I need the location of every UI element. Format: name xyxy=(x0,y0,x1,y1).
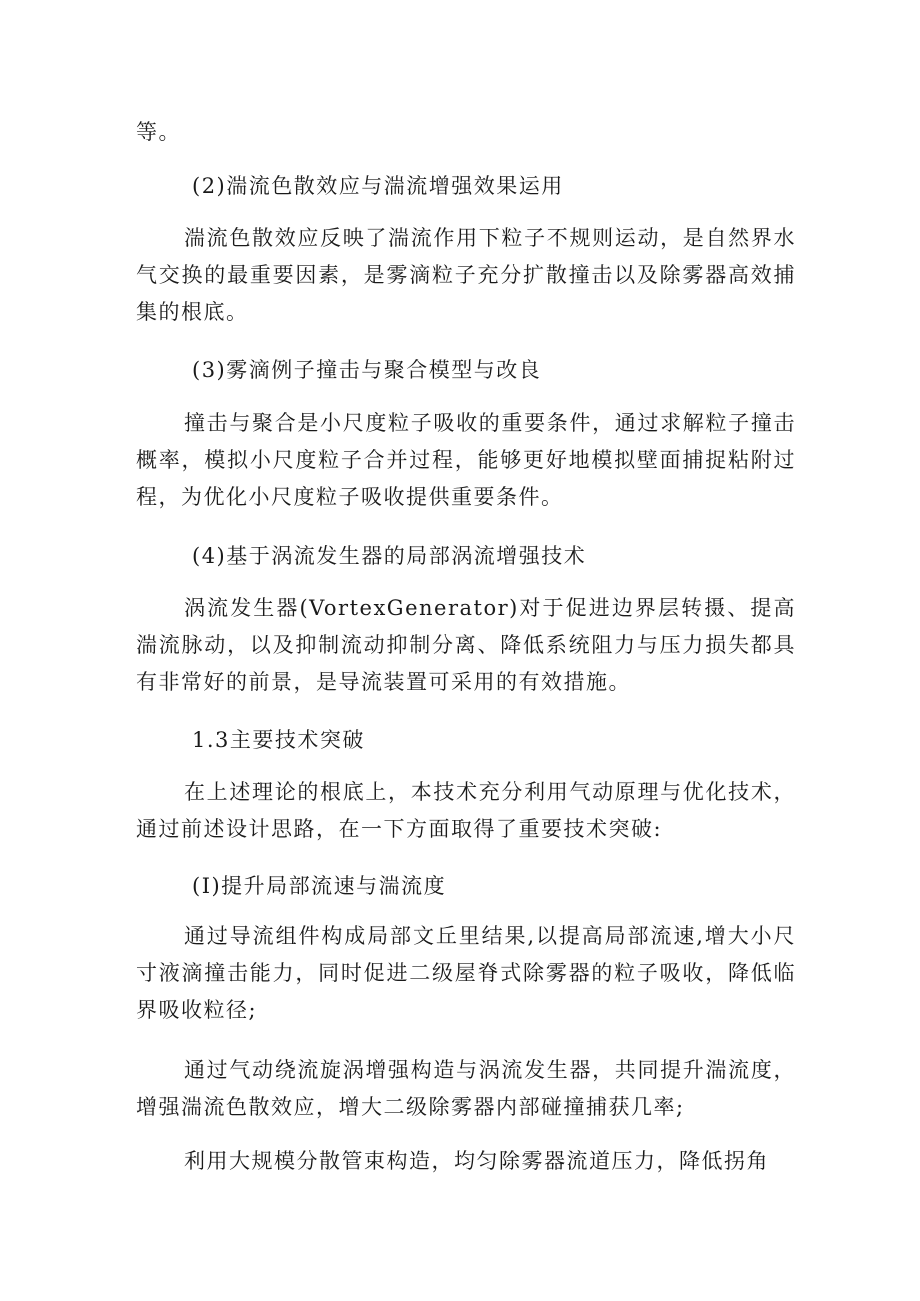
paragraph-continuation: 等。 xyxy=(136,120,181,144)
section-heading-3: (3)雾滴例子撞击与聚合模型与改良 xyxy=(192,358,542,382)
paragraph-turbulence-enhancement: 通过气动绕流旋涡增强构造与涡流发生器，共同提升湍流度，增强湍流色散效应，增大二级除雾器内部碰撞捕获几率; xyxy=(136,1058,796,1119)
paragraph-venturi: 通过导流组件构成局部文丘里结果,以提高局部流速,增大小尺寸液滴撞击能力，同时促进二级屋脊式除雾器的粒子吸收，降低临界吸收粒径; xyxy=(136,924,796,1022)
paragraph-turbulent-dispersion: 湍流色散效应反映了湍流作用下粒子不规则运动，是自然界水气交换的最重要因素，是雾滴粒子充分扩散撞击以及除雾器高效捕集的根底。 xyxy=(136,226,796,324)
section-heading-2: (2)湍流色散效应与湍流增强效果运用 xyxy=(192,174,564,198)
paragraph-vortex-generator: 涡流发生器(VortexGenerator)对于促进边界层转摄、提高湍流脉动，以及抑制流动抑制分离、降低系统阻力与压力损失都具有非常好的前景，是导流装置可采用的有效措施。 xyxy=(136,596,796,694)
section-heading-1-3: 1.3主要技术突破 xyxy=(192,728,365,752)
paragraph-breakthrough-intro: 在上述理论的根底上，本技术充分利用气动原理与优化技术，通过前述设计思路，在一下方面取得了重要技术突破: xyxy=(136,780,796,841)
paragraph-tube-bundle: 利用大规模分散管束构造，均匀除雾器流道压力，降低拐角 xyxy=(184,1149,769,1173)
paragraph-collision-model: 撞击与聚合是小尺度粒子吸收的重要条件，通过求解粒子撞击概率，模拟小尺度粒子合并过程，能够更好地模拟壁面捕捉粘附过程，为优化小尺度粒子吸收提供重要条件。 xyxy=(136,411,796,509)
section-heading-i: (I)提升局部流速与湍流度 xyxy=(192,874,447,898)
section-heading-4: (4)基于涡流发生器的局部涡流增强技术 xyxy=(192,544,587,568)
